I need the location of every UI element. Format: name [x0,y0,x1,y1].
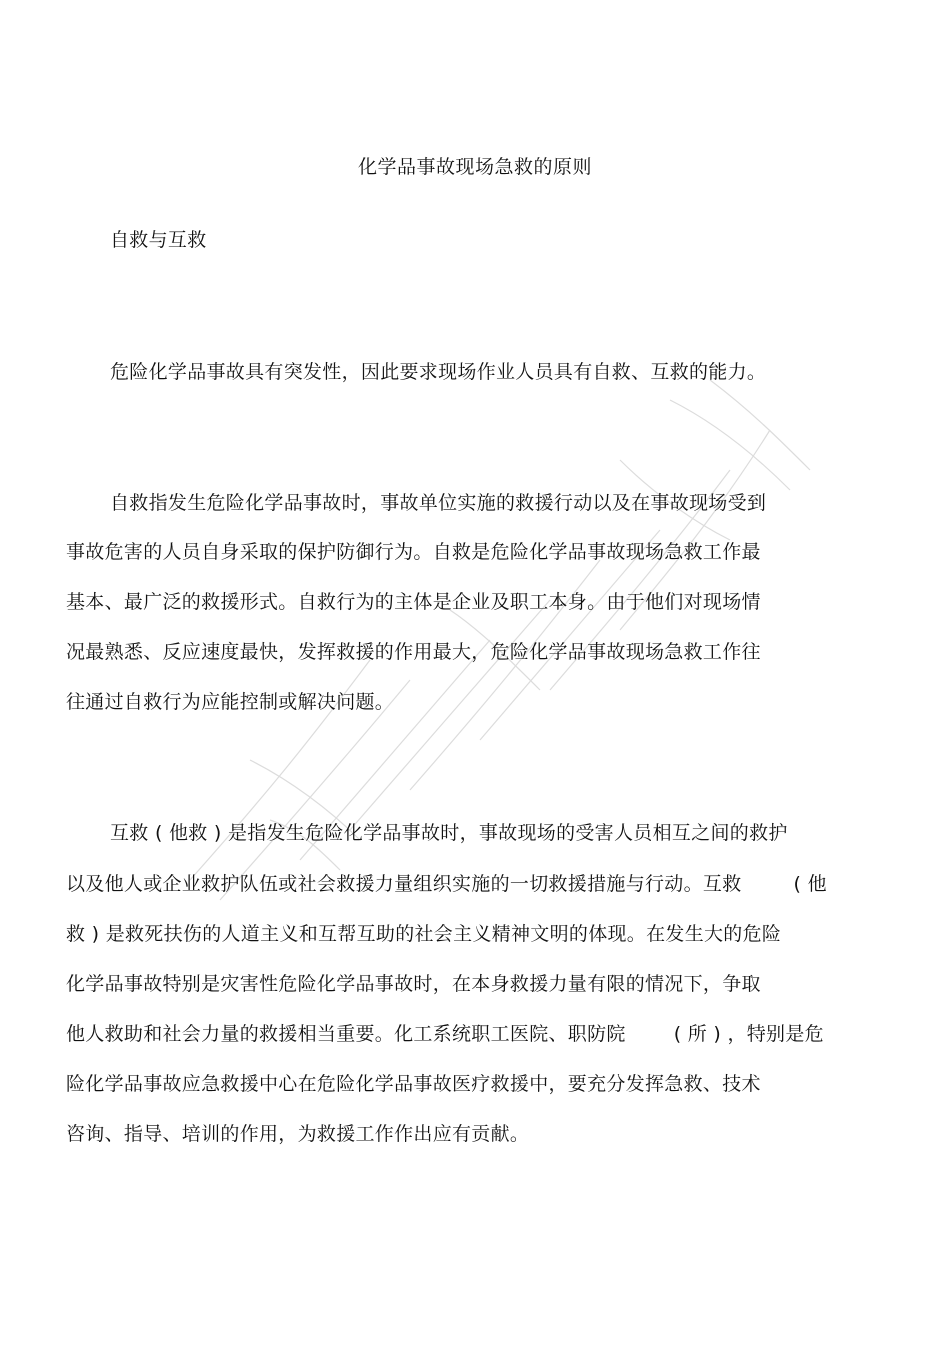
paragraph-3-line-5-tail: ( 所 ) ，特别是危 [673,1023,824,1045]
paragraph-2-line-1: 自救指发生危险化学品事故时，事故单位实施的救援行动以及在事故现场受到 [110,492,767,514]
paragraph-3-line-5 [66,1022,824,1046]
paragraph-3-line-4: 化学品事故特别是灾害性危险化学品事故时，在本身救援力量有限的情况下，争取 [66,973,761,995]
paragraph-2-line-4: 况最熟悉、反应速度最快，发挥救援的作用最大，危险化学品事故现场急救工作往 [66,641,761,663]
paragraph-3-line-6: 险化学品事故应急救援中心在危险化学品事故医疗救援中，要充分发挥急救、技术 [66,1073,761,1095]
paragraph-3-line-2 [66,872,827,896]
paragraph-2-line-3: 基本、最广泛的救援形式。自救行为的主体是企业及职工本身。由于他们对现场情 [66,591,761,613]
paragraph-2-line-2: 事故危害的人员自身采取的保护防御行为。自救是危险化学品事故现场急救工作最 [66,541,761,563]
paragraph-2-line-5: 往通过自救行为应能控制或解决问题。 [66,691,395,713]
paragraph-3-line-2-tail: ( 他 [793,873,827,895]
document-title: 化学品事故现场急救的原则 [357,156,592,178]
paragraph-3-line-2-text: 以及他人或企业救护队伍或社会救援力量组织实施的一切救援措施与行动。互救 [66,873,742,895]
paragraph-3-line-7: 咨询、指导、培训的作用，为救援工作作出应有贡献。 [66,1123,530,1145]
paragraph-3-line-3: 救 ) 是救死扶伤的人道主义和互帮互助的社会主义精神文明的体现。在发生大的危险 [66,923,782,945]
section-heading: 自救与互救 [110,229,207,251]
paragraph-3-line-5-text: 他人救助和社会力量的救援相当重要。化工系统职工医院、职防院 [66,1023,626,1045]
paragraph-3-line-1: 互救 ( 他救 ) 是指发生危险化学品事故时，事故现场的受害人员相互之间的救护 [110,822,788,844]
paragraph-1: 危险化学品事故具有突发性，因此要求现场作业人员具有自救、互救的能力。 [110,361,767,383]
